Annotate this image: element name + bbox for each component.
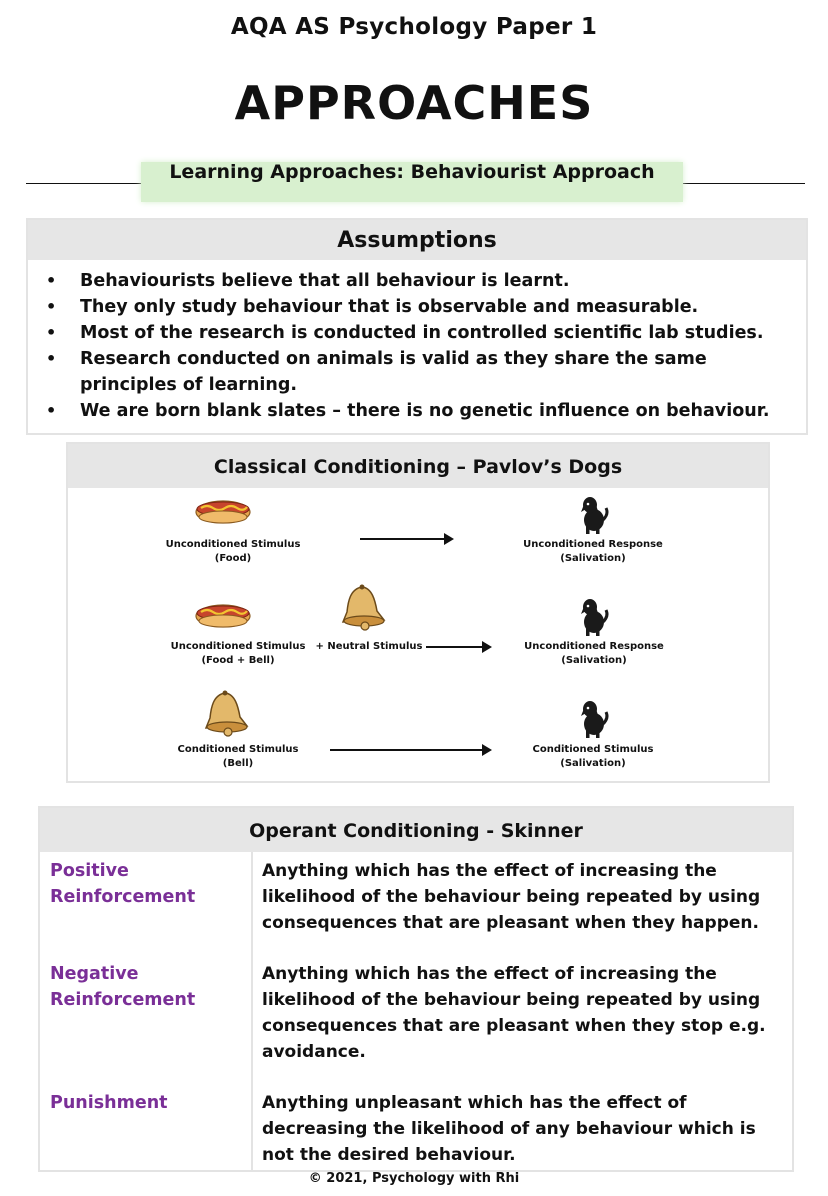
table-divider	[251, 852, 253, 1170]
classical-heading: Classical Conditioning – Pavlov’s Dogs	[68, 444, 768, 488]
list-item: • Behaviourists believe that all behaviour is learnt.	[28, 268, 806, 294]
hotdog-icon	[195, 596, 253, 632]
divider-right	[683, 183, 805, 184]
row2-right-caption: Unconditioned Response (Salivation)	[524, 641, 664, 666]
definition-punishment: Anything unpleasant which has the effect of decreasing the likelihood of any behaviour which is not the desired behaviour.	[262, 1093, 756, 1165]
classical-box	[66, 442, 770, 783]
course-title: AQA AS Psychology Paper 1	[230, 14, 598, 40]
assumptions-heading: Assumptions	[28, 220, 806, 260]
hotdog-icon	[195, 492, 253, 528]
arrow-icon	[426, 646, 490, 648]
list-item: • Research conducted on animals is valid as they share the same principles of learning.	[28, 346, 806, 398]
dog-icon	[576, 698, 612, 740]
bullet-icon: •	[46, 323, 57, 342]
bullet-icon: •	[46, 271, 57, 290]
assumptions-list	[28, 260, 806, 424]
list-item: • They only study behaviour that is observable and measurable.	[28, 294, 806, 320]
dog-icon	[576, 596, 612, 638]
row2-left-caption: Unconditioned Stimulus (Food + Bell)	[170, 641, 306, 666]
row1-left-caption: Unconditioned Stimulus (Food)	[165, 539, 301, 564]
definition-negative-reinforcement: Anything which has the effect of increasing the likelihood of the behaviour being repeated by using consequences that are pleasant when they stop e.g. avoidance.	[262, 964, 766, 1062]
term-negative-reinforcement: Negative Reinforcement	[50, 964, 196, 1010]
list-item: • We are born blank slates – there is no genetic influence on behaviour.	[28, 398, 806, 424]
row3-right-caption: Conditioned Stimulus (Salivation)	[532, 744, 654, 769]
operant-heading: Operant Conditioning - Skinner	[40, 808, 792, 852]
bullet-icon: •	[46, 401, 57, 420]
arrow-icon	[330, 749, 490, 751]
neutral-stimulus-label: + Neutral Stimulus	[315, 641, 423, 652]
row3-left-caption: Conditioned Stimulus (Bell)	[177, 744, 299, 769]
dog-icon	[576, 494, 612, 536]
page-title: APPROACHES	[234, 76, 594, 130]
definition-positive-reinforcement: Anything which has the effect of increasing the likelihood of the behaviour being repeated by using consequences that are pleasant when they happen.	[262, 861, 761, 933]
bell-icon	[338, 584, 390, 632]
classical-diagram	[68, 488, 768, 779]
list-item: • Most of the research is conducted in controlled scientific lab studies.	[28, 320, 806, 346]
operant-box	[38, 806, 794, 1172]
section-title: Learning Approaches: Behaviourist Approach	[169, 161, 655, 183]
divider-left	[26, 183, 141, 184]
bullet-icon: •	[46, 349, 57, 368]
operant-table	[40, 852, 792, 1170]
bell-icon	[201, 690, 253, 738]
copyright-footer: © 2021, Psychology with Rhi	[308, 1171, 520, 1186]
term-punishment: Punishment	[50, 1093, 168, 1113]
term-positive-reinforcement: Positive Reinforcement	[50, 861, 196, 907]
bullet-icon: •	[46, 297, 57, 316]
arrow-icon	[360, 538, 452, 540]
row1-right-caption: Unconditioned Response (Salivation)	[523, 539, 663, 564]
section-banner	[141, 162, 683, 202]
assumptions-box	[26, 218, 808, 435]
